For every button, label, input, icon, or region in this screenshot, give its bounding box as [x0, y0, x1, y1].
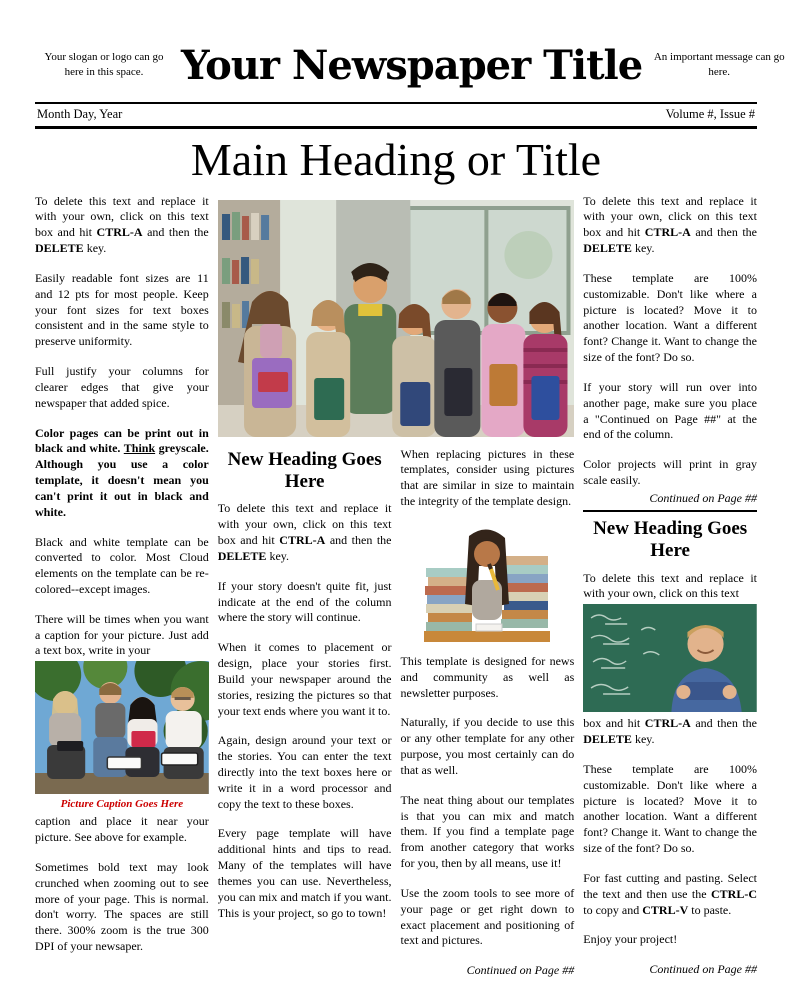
paragraph: box and hit CTRL-A and then the DELETE key.: [583, 716, 757, 747]
paragraph: For fast cutting and pasting. Select the text and then use the CTRL-C to copy and CTRL-V to paste.: [583, 870, 757, 917]
newspaper-title: Your Newspaper Title: [181, 41, 643, 89]
column-3: [401, 447, 575, 983]
slogan-box: Your slogan or logo can go here in this space.: [44, 51, 164, 78]
paragraph: There will be times when you want a caption for your picture. Just add a text box, write in your: [35, 611, 209, 658]
chalkboard-man-photo: [583, 604, 757, 712]
paragraph: If your story doesn't quite fit, just indicate at the end of the column where the story will continue.: [217, 578, 392, 625]
paragraph-bold: [35, 426, 209, 521]
column-2: [218, 447, 392, 936]
paragraph: When replacing pictures in these templates, consider using pictures that are similar in size to maintain the integrity of the template design.: [400, 446, 575, 509]
paragraph: To delete this text and replace it with your own, click on this text: [583, 570, 757, 601]
student-books-photo: [424, 524, 550, 642]
paragraph: Enjoy your project!: [583, 932, 678, 947]
masthead: [35, 34, 785, 96]
dateline-rule: [35, 126, 757, 129]
message-box: An important message can go here.: [653, 51, 785, 78]
paragraph: To delete this text and replace it with your own, click on this text box and hit CTRL-A and then the DELETE key.: [583, 193, 757, 256]
issue-date: Month Day, Year: [37, 107, 123, 121]
underlined-text: Think: [123, 441, 156, 456]
paragraph: Color projects will print in gray scale easily.: [583, 457, 757, 488]
paragraph: These template are 100% customizable. Don't like where a picture is located? Move it to another location. Want a different font? Change it. Want to change the size of the font? Do so.: [583, 270, 757, 365]
paragraph: Sometimes bold text may look crunched when zooming out to see more of your page. This is normal. don't worry. The spaces are still there. 300% zoom is the true 300 DPI of your newsaper.: [35, 859, 209, 954]
column-1: [35, 194, 209, 969]
story-heading: New Heading Goes Here: [227, 448, 382, 492]
paragraph: This template is designed for news and community as well as newsletter purposes.: [400, 653, 575, 700]
paragraph: These template are 100% customizable. Don't like where a picture is located? Move it to another location. Want a different font? Change it. Want to change the size of the font? Do so.: [583, 761, 757, 856]
paragraph: Full justify your columns for clearer edges that give your newspaper that added spice.: [35, 364, 209, 410]
paragraph: Naturally, if you decide to use this or any other template for any other purpose, you most certainly can do that as well.: [400, 715, 575, 777]
paragraph: The neat thing about our templates is that you can mix and match them. If you find a template page from another category that works for you, then by all means, use it!: [400, 792, 575, 871]
students-library-photo: [218, 200, 575, 437]
paragraph: caption and place it near your picture. See above for example.: [35, 814, 209, 845]
picture-caption: Picture Caption Goes Here: [60, 798, 184, 811]
volume-issue: Volume #, Issue #: [665, 107, 755, 121]
story-divider-rule: [583, 510, 757, 512]
paragraph: Use the zoom tools to see more of your page or get right down to exact placement and positioning of text and pictures.: [400, 885, 575, 948]
paragraph: To delete this text and replace it with your own, click on this text box and hit CTRL-A and then the DELETE key.: [217, 501, 392, 563]
paragraph: When it comes to placement or design, place your stories first. Build your newspaper around the stories, resizing the pictures so that your text ends where you want it to.: [217, 640, 392, 718]
main-heading: Main Heading or Title: [190, 134, 602, 185]
paragraph: Every page template will have additional hints and tips to read. Many of the templates will have themes you can use. Nevertheless, you can mix and match if you want. This is your project, so go to town!: [217, 826, 392, 920]
body-columns: [35, 194, 757, 983]
bold-text: greyscale. Although you use a color template, it doesn't mean you can't print it out in black and white.: [35, 441, 209, 519]
continued-notice: Continued on Page ##: [649, 490, 757, 505]
continued-notice: Continued on Page ##: [649, 962, 757, 977]
bold-text: Color pages can be print out in black and white.: [35, 425, 209, 456]
outdoor-group-photo: [35, 661, 209, 794]
story-heading: New Heading Goes Here: [593, 517, 748, 562]
paragraph: Again, design around your text or the stories. You can enter the text directly into the text boxes here or write it in a word processor and copy the text to these boxes.: [217, 733, 392, 811]
column-4: [583, 194, 757, 982]
paragraph: If your story will run over into another page, make sure you place a "Continued on Page ##" at the end of the column.: [583, 379, 757, 442]
paragraph: Easily readable font sizes are 11 and 12 pts for most people. Keep your font sizes for text boxes consistent and in the same style to preserve uniformity.: [35, 270, 209, 349]
paragraph: To delete this text and replace it with your own, click on this text box and hit CTRL-A and then the DELETE key.: [35, 193, 209, 256]
dateline: [35, 104, 757, 126]
continued-notice: Continued on Page ##: [466, 963, 575, 978]
paragraph: Black and white template can be converted to color. Most Cloud elements on the template can be re-colored--except images.: [35, 534, 209, 596]
